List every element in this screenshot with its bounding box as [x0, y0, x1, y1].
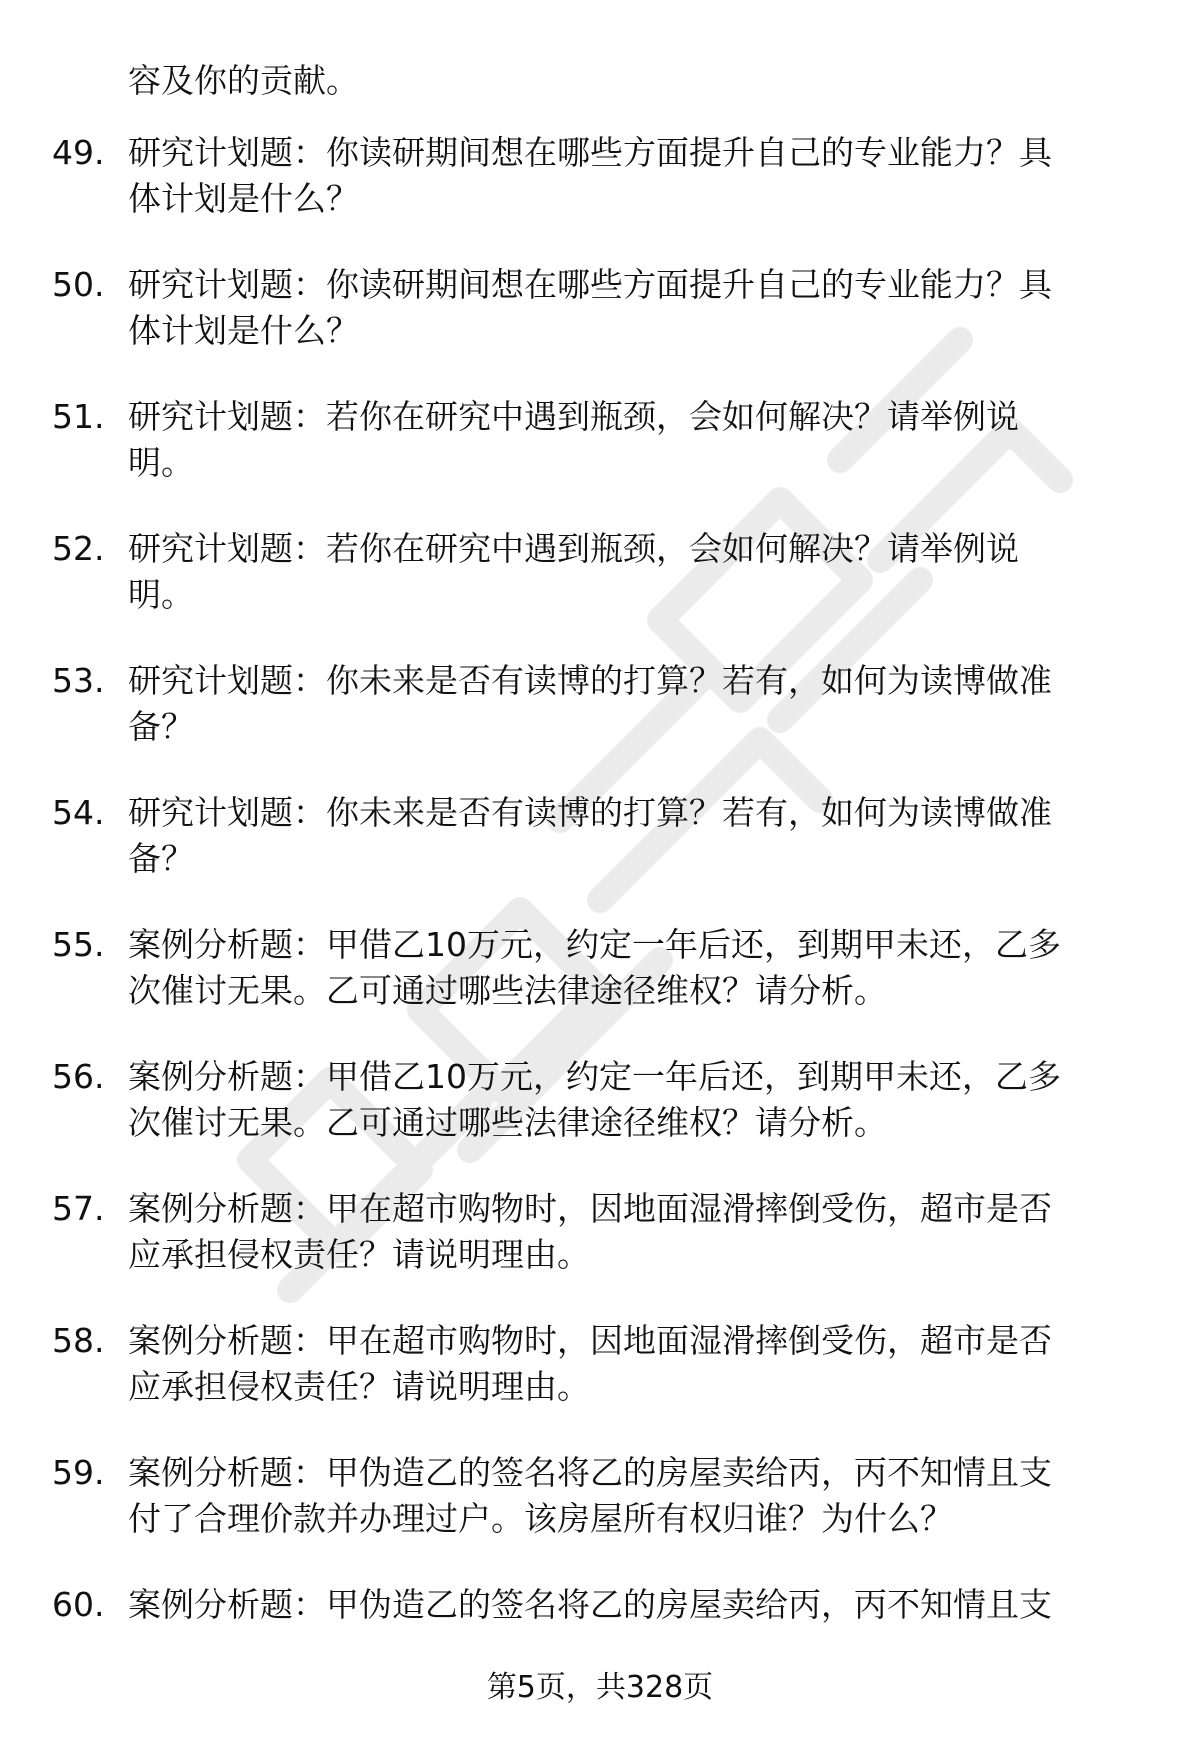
question-text-line: 案例分析题：甲借乙10万元，约定一年后还，到期甲未还，乙多 [128, 925, 1061, 964]
question-number: 58. [52, 1321, 105, 1360]
question-text-line: 付了合理价款并办理过户。该房屋所有权归谁？为什么？ [128, 1499, 953, 1538]
question-number: 52. [52, 529, 105, 568]
continuation-text: 容及你的贡献。 [128, 61, 359, 100]
question-text [128, 1450, 1148, 1542]
question-text [128, 262, 1148, 354]
question-text-line: 次催讨无果。乙可通过哪些法律途径维权？请分析。 [128, 971, 887, 1010]
question-text-line: 案例分析题：甲伪造乙的签名将乙的房屋卖给丙，丙不知情且支 [128, 1453, 1052, 1492]
question-number: 55. [52, 925, 105, 964]
question-text-line: 明。 [128, 575, 194, 614]
question-text [128, 526, 1148, 618]
question-number: 53. [52, 661, 105, 700]
question-text-line: 体计划是什么？ [128, 179, 359, 218]
question-number: 57. [52, 1189, 105, 1228]
question-text-line: 研究计划题：若你在研究中遇到瓶颈，会如何解决？请举例说 [128, 397, 1019, 436]
question-text-line: 体计划是什么？ [128, 311, 359, 350]
question-number: 49. [52, 133, 105, 172]
question-text [128, 130, 1148, 222]
question-text-line: 明。 [128, 443, 194, 482]
question-number: 50. [52, 265, 105, 304]
question-text [128, 394, 1148, 486]
question-number: 54. [52, 793, 105, 832]
question-text-line: 研究计划题：你读研期间想在哪些方面提升自己的专业能力？具 [128, 133, 1052, 172]
question-text-line: 案例分析题：甲在超市购物时，因地面湿滑摔倒受伤，超市是否 [128, 1321, 1052, 1360]
question-text-line: 备？ [128, 839, 194, 878]
question-text [128, 658, 1148, 750]
question-text-line: 应承担侵权责任？请说明理由。 [128, 1235, 590, 1274]
question-text [128, 1186, 1148, 1278]
question-number: 56. [52, 1057, 105, 1096]
question-text [128, 1582, 1148, 1628]
question-text [128, 922, 1148, 1014]
question-text-line: 研究计划题：你未来是否有读博的打算？若有，如何为读博做准 [128, 793, 1052, 832]
question-number: 51. [52, 397, 105, 436]
question-text [128, 790, 1148, 882]
question-text-line: 备？ [128, 707, 194, 746]
question-text-line: 案例分析题：甲在超市购物时，因地面湿滑摔倒受伤，超市是否 [128, 1189, 1052, 1228]
question-number: 60. [52, 1585, 105, 1624]
question-text-line: 应承担侵权责任？请说明理由。 [128, 1367, 590, 1406]
question-text-line: 研究计划题：你读研期间想在哪些方面提升自己的专业能力？具 [128, 265, 1052, 304]
question-text-line: 次催讨无果。乙可通过哪些法律途径维权？请分析。 [128, 1103, 887, 1142]
question-text-line: 案例分析题：甲借乙10万元，约定一年后还，到期甲未还，乙多 [128, 1057, 1061, 1096]
page-footer: 第5页，共328页 [486, 1670, 714, 1705]
question-text-line: 研究计划题：你未来是否有读博的打算？若有，如何为读博做准 [128, 661, 1052, 700]
question-text-line: 研究计划题：若你在研究中遇到瓶颈，会如何解决？请举例说 [128, 529, 1019, 568]
question-text [128, 1318, 1148, 1410]
question-text-line: 案例分析题：甲伪造乙的签名将乙的房屋卖给丙，丙不知情且支 [128, 1585, 1052, 1624]
question-number: 59. [52, 1453, 105, 1492]
question-text [128, 1054, 1148, 1146]
